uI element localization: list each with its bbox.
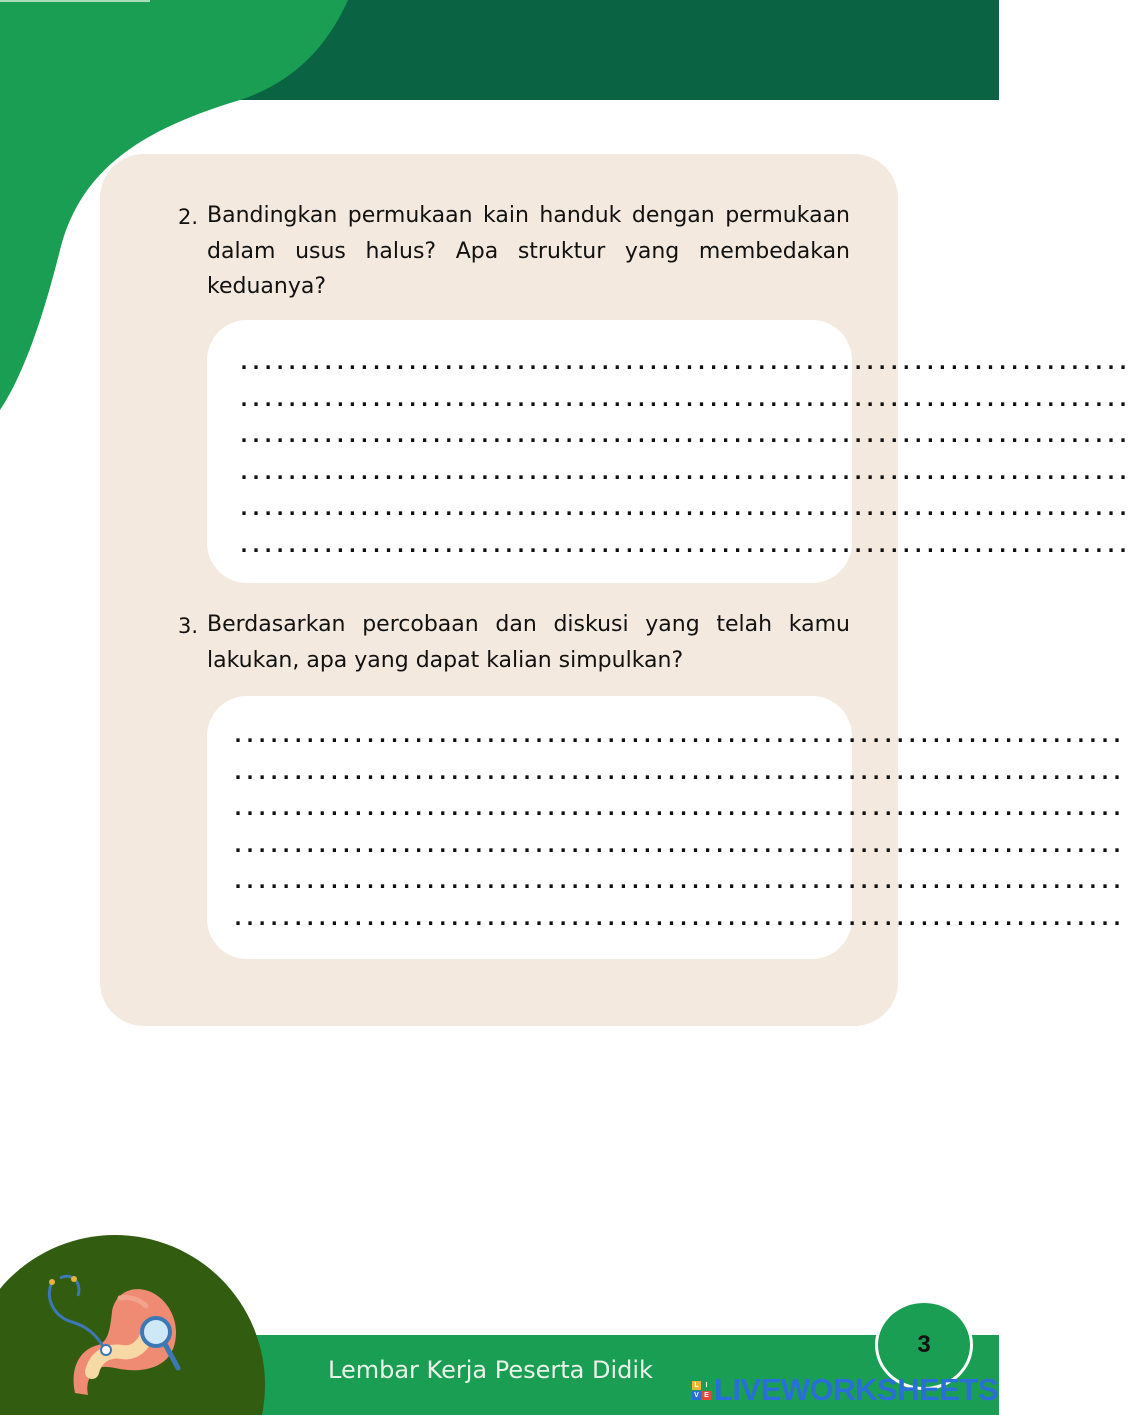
- footer-title: Lembar Kerja Peserta Didik: [328, 1356, 653, 1384]
- question-text: Berdasarkan percobaan dan diskusi yang telah kamu lakukan, apa yang dapat kalian simpulkan?: [207, 612, 850, 673]
- answer-line[interactable]: ..........................................................................: [232, 906, 1124, 930]
- answer-line[interactable]: ..........................................................................: [232, 760, 1124, 784]
- question-number: 3.: [178, 614, 199, 638]
- question-number: 2.: [178, 205, 199, 229]
- page-number: 3: [875, 1300, 973, 1390]
- answer-line[interactable]: ..........................................................................: [238, 387, 1129, 411]
- watermark-text: LIVEWORKSHEETS: [714, 1372, 999, 1407]
- answer-line[interactable]: ..........................................................................: [238, 460, 1129, 484]
- answer-line[interactable]: ..........................................................................: [232, 869, 1124, 893]
- answer-line[interactable]: ..........................................................................: [232, 833, 1124, 857]
- header-light-strip: [0, 0, 150, 2]
- answer-line[interactable]: ..........................................................................: [232, 796, 1124, 820]
- answer-line[interactable]: ..........................................................................: [232, 723, 1124, 747]
- answer-line[interactable]: ..........................................................................: [238, 350, 1129, 374]
- liveworksheets-logo-icon: L I V E: [692, 1381, 711, 1400]
- liveworksheets-watermark[interactable]: [692, 1372, 998, 1408]
- answer-line[interactable]: ..........................................................................: [238, 496, 1129, 520]
- answer-line[interactable]: ..........................................................................: [238, 423, 1129, 447]
- question-text: Bandingkan permukaan kain handuk dengan permukaan dalam usus halus? Apa struktur yang membedakan keduanya?: [207, 203, 850, 299]
- answer-line[interactable]: ..........................................................................: [238, 533, 1129, 557]
